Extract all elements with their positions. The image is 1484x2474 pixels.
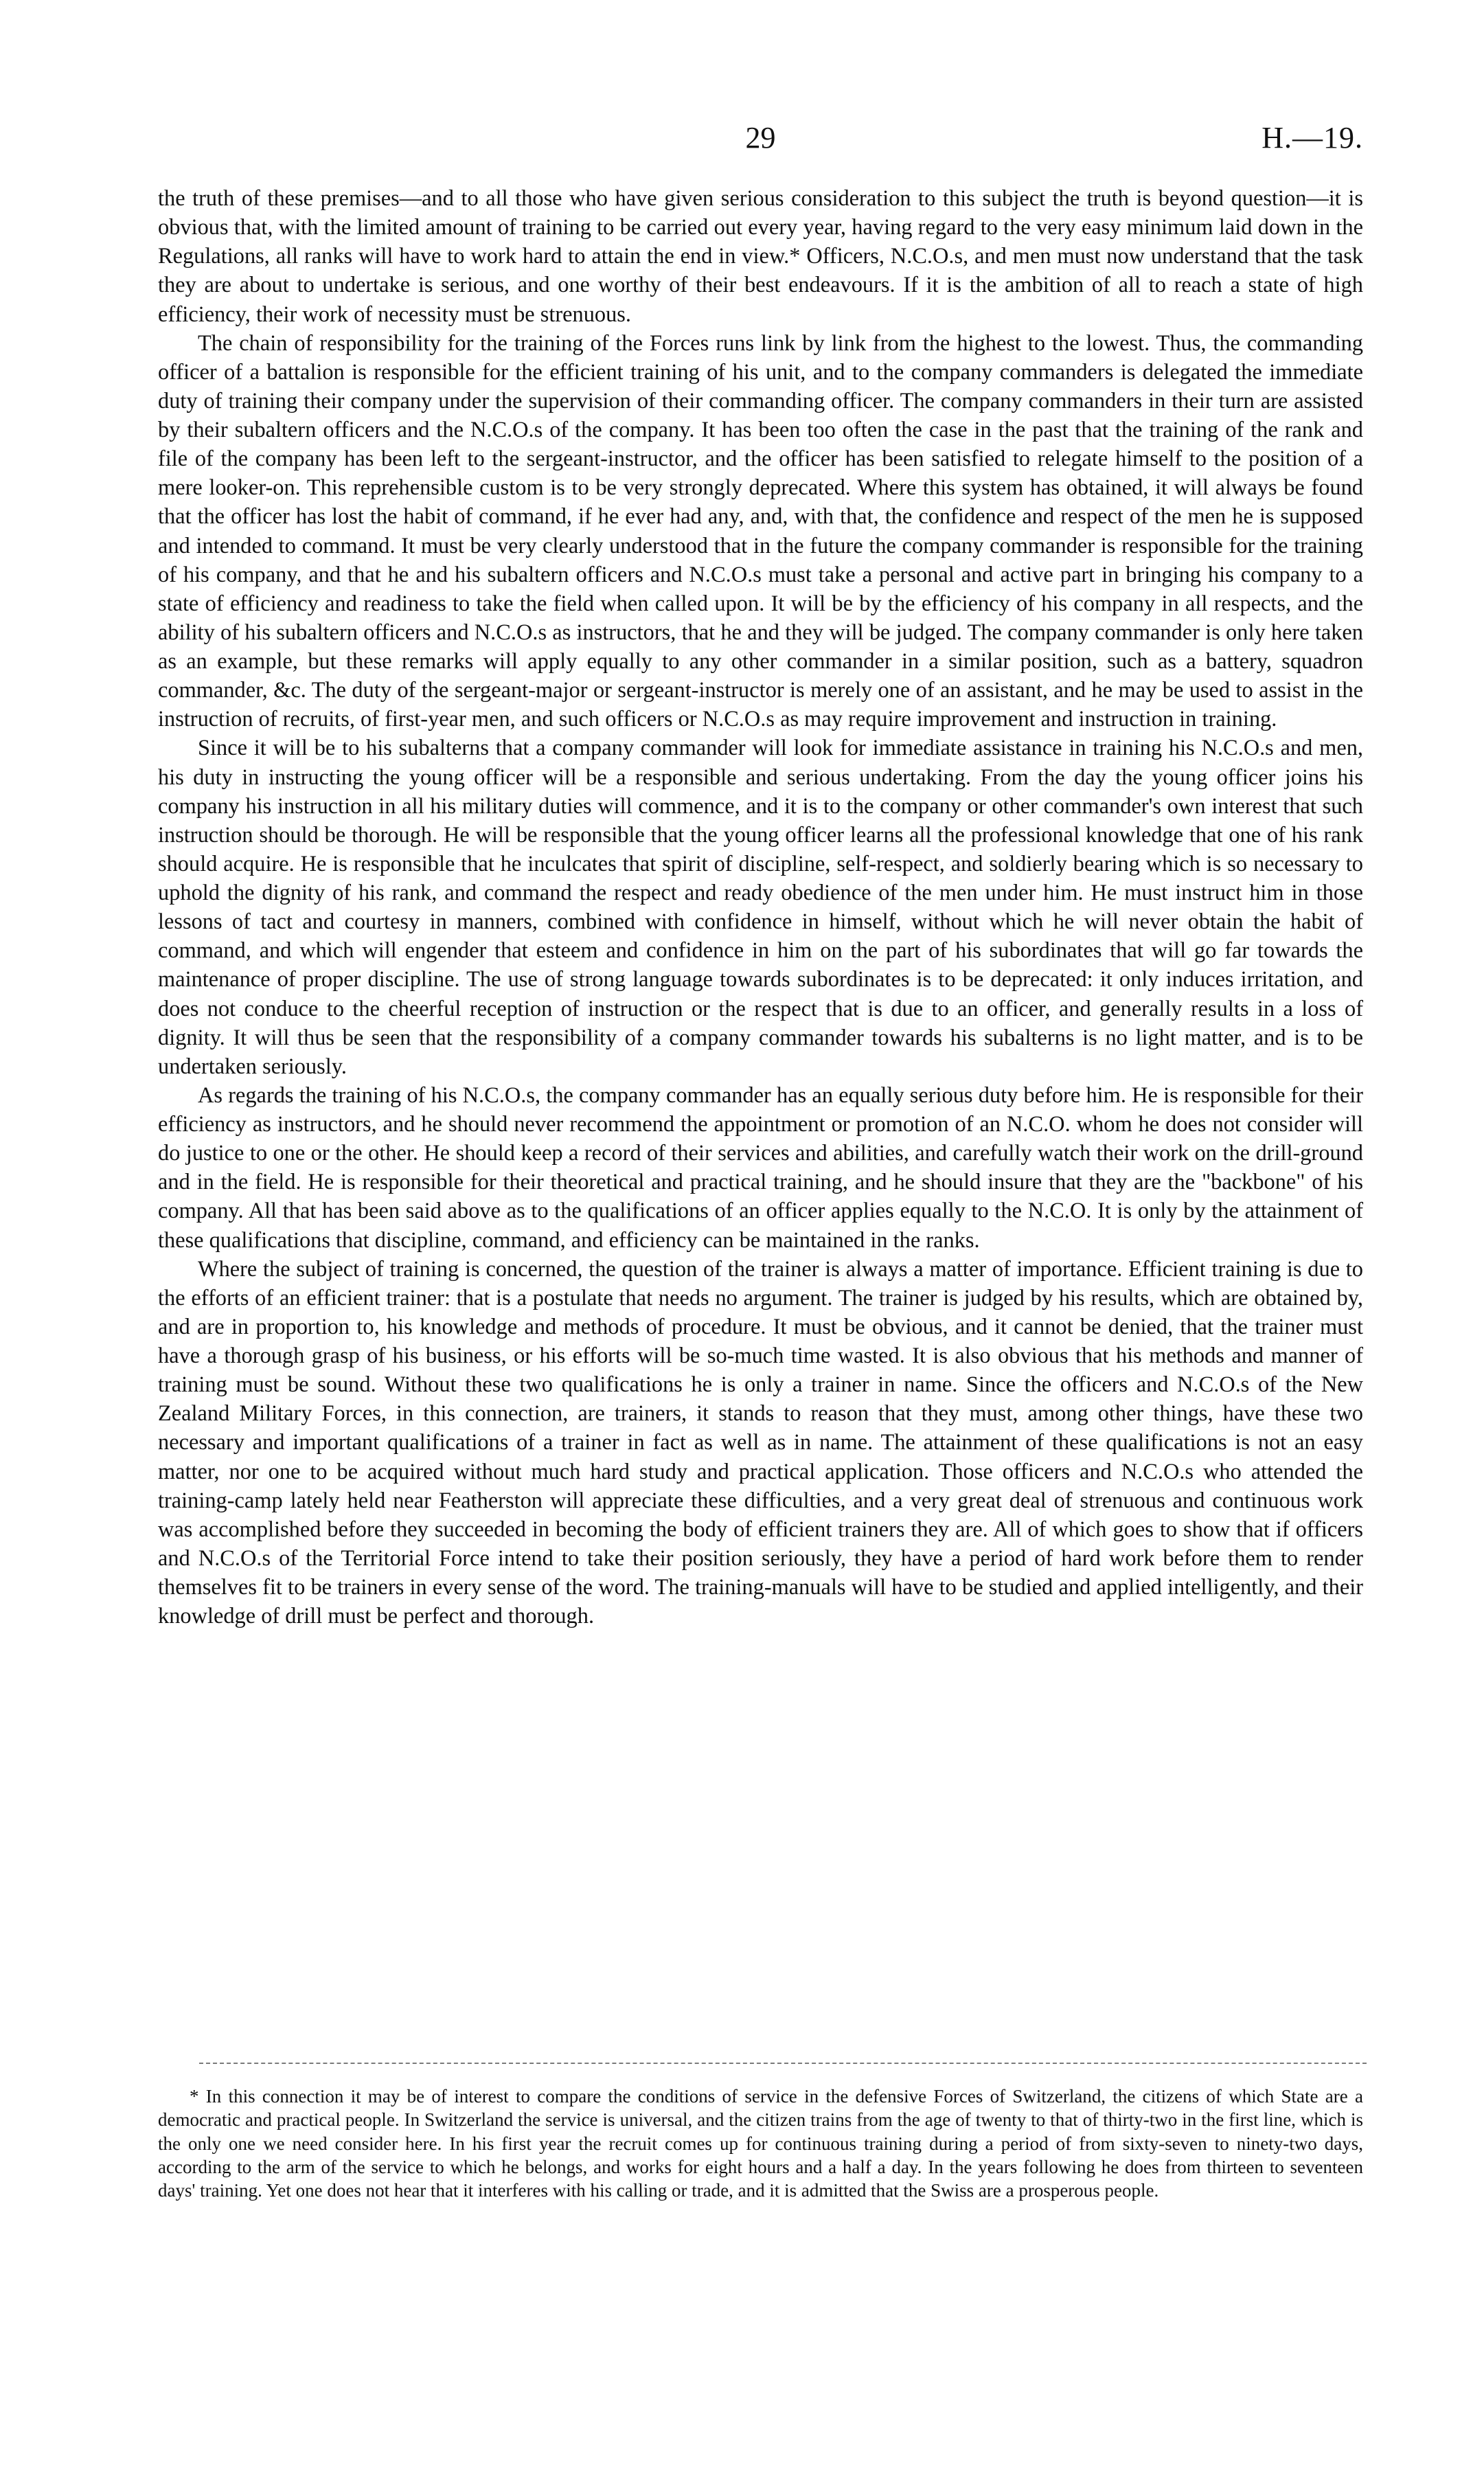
footnote: * In this connection it may be of interest to compare the conditions of service in the defensive Forces of Switzerland, the citizens of which State are a democratic and practical people. In Switzerland the service is universal, and the citizen trains from the age of twenty to that of thirty-two in the first line, which is the only one we need consider here. In his first year the recruit comes up for continuous training during a period of from sixty-seven to ninety-two days, according to the arm of the service to which he belongs, and works for eight hours and a half a day. In the years following he does from thirteen to seventeen days' training. Yet one does not hear that it interferes with his calling or trade, and it is admitted that the Swiss are a prosperous people. <box>158 2086 1363 2201</box>
body-text <box>158 184 1363 1631</box>
report-reference: H.—19. <box>1262 121 1363 155</box>
paragraph-chain-of-responsibility: The chain of responsibility for the training of the Forces runs link by link from the highest to the lowest. Thus, the commanding officer of a battalion is responsible for the efficient training of his unit, and to the company commanders is delegated the immediate duty of training their company under the supervision of their commanding officer. The company commanders in their turn are assisted by their subaltern officers and the N.C.O.s of the company. It has been too often the case in the past that the training of the rank and file of the company has been left to the sergeant-instructor, and the officer has been satisfied to relegate himself to the position of a mere looker-on. This reprehensible custom is to be very strongly deprecated. Where this system has obtained, it will always be found that the officer has lost the habit of command, if he ever had any, and, with that, the confidence and respect of the men he is supposed and intended to command. It must be very clearly understood that in the future the company commander is responsible for the training of his company, and that he and his subaltern officers and N.C.O.s must take a personal and active part in bringing his company to a state of efficiency and readiness to take the field when called upon. It will be by the efficiency of his company in all respects, and the ability of his subaltern officers and N.C.O.s as instructors, that he and they will be judged. The company commander is only here taken as an example, but these remarks will apply equally to any other commander in a similar position, such as a battery, squadron commander, &c. The duty of the sergeant-major or sergeant-instructor is merely one of an assistant, and he may be used to assist in the instruction of recruits, of first-year men, and such officers or N.C.O.s as may require improvement and instruction in training. <box>158 330 1363 732</box>
paragraph-subalterns: Since it will be to his subalterns that a company commander will look for immediate assistance in training his N.C.O.s and men, his duty in instructing the young officer will be a responsible and serious undertaking. From the day the young officer joins his company his instruction in all his military duties will commence, and it is to the company or other commander's own interest that such instruction should be thorough. He will be responsible that the young officer learns all the professional knowledge that one of his rank should acquire. He is responsible that he inculcates that spirit of discipline, self-respect, and soldierly bearing which is so necessary to uphold the dignity of his rank, and command the respect and ready obedience of the men under him. He must instruct him in those lessons of tact and courtesy in manners, combined with confidence in himself, without which he will never obtain the habit of command, and which will engender that esteem and confidence in him on the part of his subordinates that will go far towards the maintenance of proper discipline. The use of strong language towards subordinates is to be deprecated: it only induces irritation, and does not conduce to the cheerful reception of instruction or the respect that is due to an officer, and generally results in a loss of dignity. It will thus be seen that the responsibility of a company commander towards his subalterns is no light matter, and is to be undertaken seriously. <box>158 736 1363 1079</box>
page-header <box>158 113 1363 161</box>
paragraph-continuation: the truth of these premises—and to all those who have given serious consideration to this subject the truth is beyond question—it is obvious that, with the limited amount of training to be carried out every year, having regard to the very easy minimum laid down in the Regulations, all ranks will have to work hard to attain the end in view.* Officers, N.C.O.s, and men must now understand that the task they are about to undertake is serious, and one worthy of their best endeavours. If it is the ambition of all to reach a state of high efficiency, their work of necessity must be strenuous. <box>158 186 1363 327</box>
footnote-divider <box>199 2063 1367 2064</box>
paragraph-nco-training: As regards the training of his N.C.O.s, the company commander has an equally serious duty before him. He is responsible for their efficiency as instructors, and he should never recommend the appointment or promotion of an N.C.O. whom he does not consider will do justice to one or the other. He should keep a record of their services and abilities, and carefully watch their work on the drill-ground and in the field. He is responsible for their theoretical and practical training, and he should insure that they are the "backbone" of his company. All that has been said above as to the qualifications of an officer applies equally to the N.C.O. It is only by the attainment of these qualifications that discipline, command, and efficiency can be maintained in the ranks. <box>158 1082 1363 1253</box>
page-number: 29 <box>745 121 776 155</box>
paragraph-trainer: Where the subject of training is concerned, the question of the trainer is always a matter of importance. Efficient training is due to the efforts of an efficient trainer: that is a postulate that needs no argument. The trainer is judged by his results, which are obtained by, and are in proportion to, his knowledge and methods of procedure. It must be obvious, and it cannot be denied, that the trainer must have a thorough grasp of his business, or his efforts will be so-much time wasted. It is also obvious that his methods and manner of training must be sound. Without these two qualifications he is only a trainer in name. Since the officers and N.C.O.s of the New Zealand Military Forces, in this connection, are trainers, it stands to reason that they must, among other things, have these two necessary and important qualifications of a trainer in fact as well as in name. The attainment of these qualifications is not an easy matter, nor one to be acquired without much hard study and practical application. Those officers and N.C.O.s who attended the training-camp lately held near Featherston will appreciate these difficulties, and a very great deal of strenuous and continuous work was accomplished before they succeeded in becoming the body of efficient trainers they are. All of which goes to show that if officers and N.C.O.s of the Territorial Force intend to take their position seriously, they have a period of hard work before them to render themselves fit to be trainers in every sense of the word. The training-manuals will have to be studied and applied intelligently, and their knowledge of drill must be perfect and thorough. <box>158 1256 1363 1629</box>
